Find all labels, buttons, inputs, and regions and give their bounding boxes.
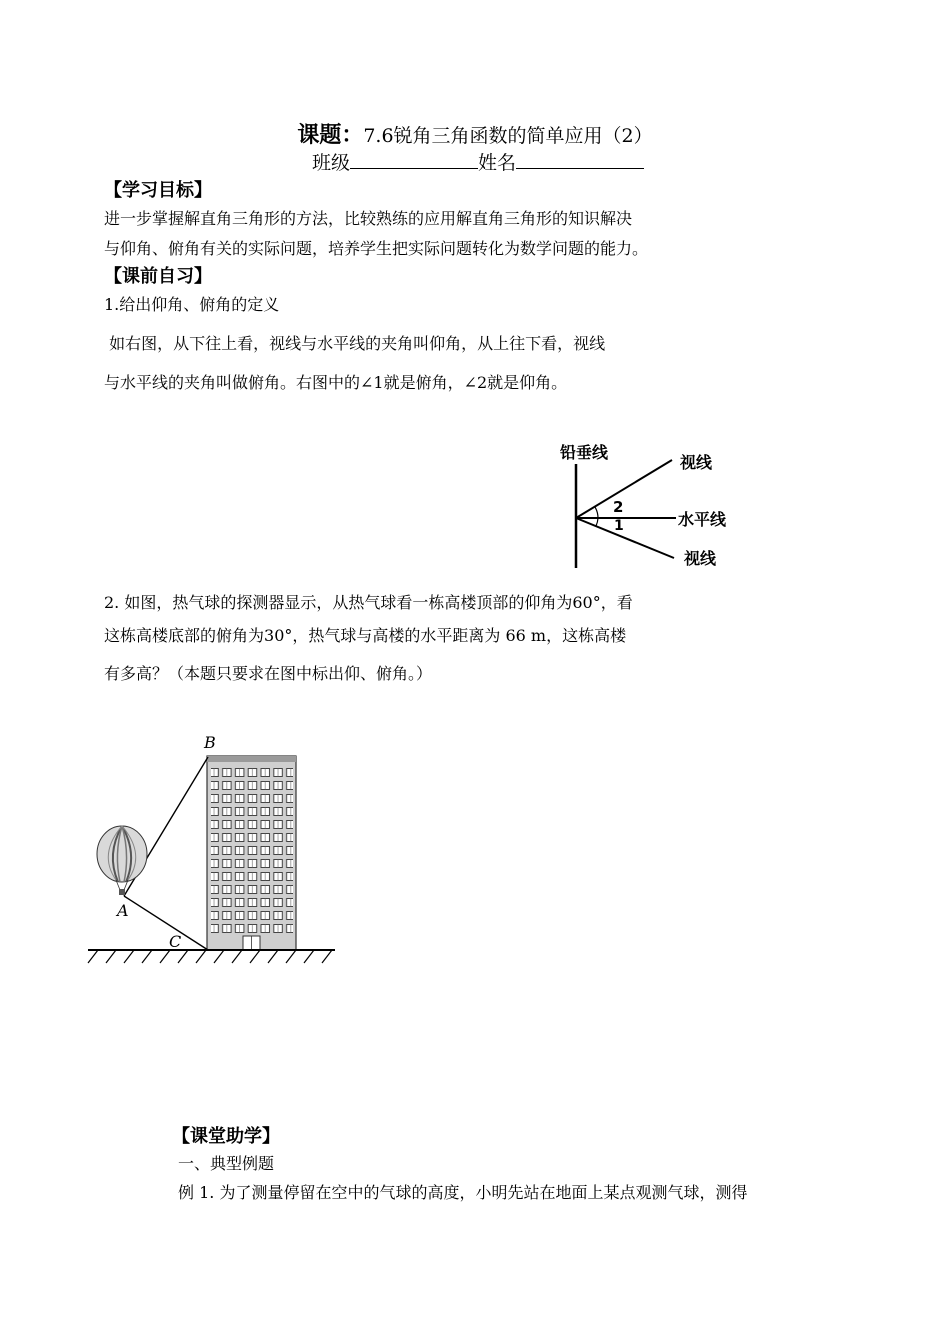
sight-line-up (576, 460, 672, 518)
balloon-building-diagram (80, 728, 345, 970)
class-name-row (312, 148, 644, 175)
question-2-line-1 (104, 590, 633, 613)
angle-1-arc (596, 518, 598, 526)
name-blank[interactable] (516, 150, 644, 169)
title-text: 7.6锐角三角函数的简单应用（2） (363, 125, 653, 147)
question-2-line-1b: ，看 (600, 593, 633, 612)
angle-1-label: 1 (614, 518, 624, 534)
question-2-line-2b: ，热气球与高楼的水平距离为 66 m，这栋高楼 (292, 626, 627, 645)
point-c-label: C (169, 932, 182, 951)
goals-line-2: 与仰角、俯角有关的实际问题，培养学生把实际问题转化为数学问题的能力。 (104, 239, 649, 258)
plumb-line-label: 铅垂线 (560, 443, 609, 462)
name-label: 姓名 (478, 152, 517, 174)
sight-line-to-base (124, 896, 208, 950)
question-2-line-2a: 这栋高楼底部的俯角为 (104, 626, 265, 645)
sight-line-top-label: 视线 (680, 453, 713, 472)
question-2-line-1a: 2. 如图，热气球的探测器显示，从热气球看一栋高楼顶部的仰角为 (104, 593, 573, 612)
angle-2-label: 2 (613, 498, 624, 516)
angle-diagram (550, 436, 750, 572)
question-1-title: 1.给出仰角、俯角的定义 (104, 295, 280, 314)
building (207, 756, 296, 950)
point-a-label: A (117, 901, 129, 920)
classroom-subheading: 一、典型例题 (178, 1154, 275, 1173)
example-1-text: 例 1. 为了测量停留在空中的气球的高度，小明先站在地面上某点观测气球，测得 (178, 1183, 748, 1202)
ground (88, 950, 335, 963)
classroom-heading: 【课堂助学】 (172, 1126, 280, 1147)
horizontal-line-label: 水平线 (678, 510, 727, 529)
goals-line-1: 进一步掌握解直角三角形的方法，比较熟练的应用解直角三角形的知识解决 (104, 209, 633, 228)
question-1-line-1: 如右图，从下往上看，视线与水平线的夹角叫仰角，从上往下看，视线 (104, 334, 606, 353)
sight-line-bottom-label: 视线 (684, 549, 717, 568)
angle-2-arc (595, 507, 598, 518)
page-title (0, 118, 950, 149)
question-1-line-2: 与水平线的夹角叫做俯角。右图中的∠1就是俯角，∠2就是仰角。 (104, 373, 568, 392)
angle-60: 60° (572, 593, 601, 612)
goals-heading: 【学习目标】 (104, 180, 212, 201)
angle-30: 30° (264, 626, 293, 645)
class-blank[interactable] (350, 150, 478, 169)
sight-line-down (576, 518, 674, 558)
preview-heading: 【课前自习】 (104, 266, 212, 287)
title-lead: 课题： (297, 123, 364, 148)
question-2-line-2 (104, 623, 626, 646)
point-b-label: B (204, 733, 216, 752)
hot-air-balloon (97, 826, 147, 895)
class-label: 班级 (312, 152, 351, 174)
question-2-line-3: 有多高？（本题只要求在图中标出仰、俯角。） (104, 664, 433, 683)
